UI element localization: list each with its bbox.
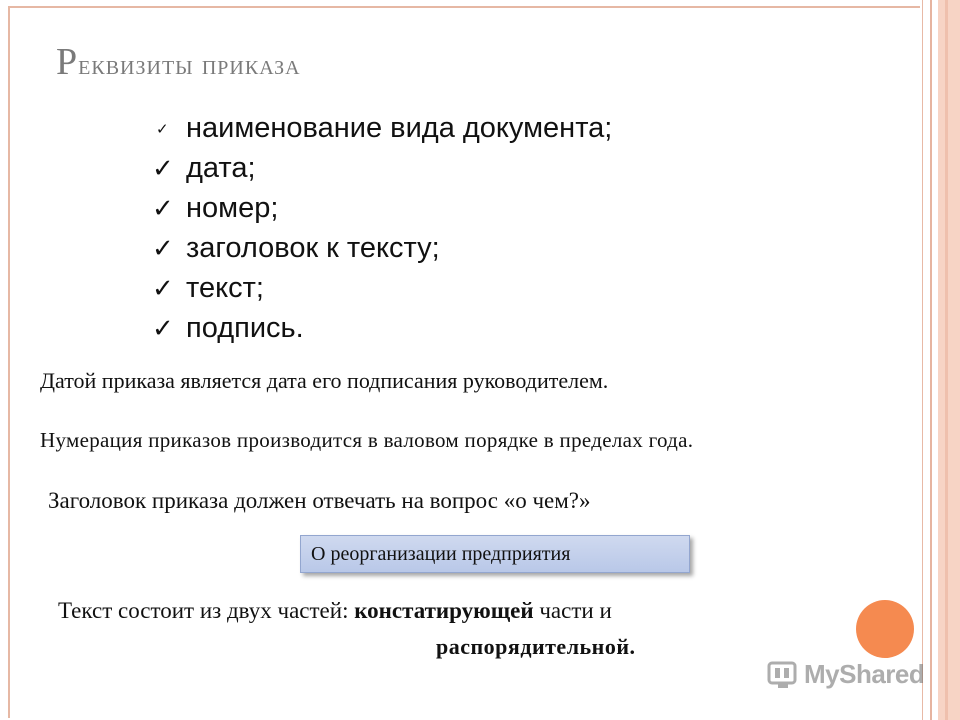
text-parts-bold-1: констатирующей	[354, 598, 534, 623]
checkmark-icon: ✓	[152, 193, 174, 223]
decor-stripe	[938, 0, 960, 720]
text-parts-bold-2: распорядительной.	[436, 634, 636, 659]
slide-title	[56, 40, 301, 84]
title-initial: Р	[56, 41, 79, 83]
list-item-label: заголовок к тексту;	[186, 232, 440, 264]
watermark	[766, 656, 924, 692]
numbering-paragraph: Нумерация приказов производится в валовом порядке в пределах года.	[40, 428, 694, 452]
heading-paragraph: Заголовок приказа должен отвечать на вопрос «о чем?»	[48, 488, 591, 513]
text-parts-paragraph	[58, 598, 612, 624]
checkmark-icon: ✓	[156, 121, 169, 138]
example-heading-box: О реорганизации предприятия	[300, 535, 690, 573]
decor-stripe	[930, 0, 932, 720]
list-item-label: наименование вида документа;	[186, 112, 613, 144]
list-item-label: номер;	[186, 192, 279, 224]
decor-circle	[856, 600, 914, 658]
myshared-logo-icon	[766, 657, 800, 691]
title-rest: еквизиты приказа	[78, 49, 301, 81]
text-parts-middle: части и	[533, 598, 612, 623]
list-item-label: дата;	[186, 152, 256, 184]
watermark-text: MyShared	[804, 658, 925, 689]
decor-stripe	[922, 0, 923, 720]
checkmark-icon: ✓	[152, 153, 174, 183]
list-item-label: подпись.	[186, 312, 304, 344]
checkmark-icon: ✓	[152, 273, 174, 303]
decor-stripe	[945, 0, 948, 720]
list-item-label: текст;	[186, 272, 264, 304]
date-paragraph: Датой приказа является дата его подписания руководителем.	[40, 368, 609, 393]
text-parts-prefix: Текст состоит из двух частей:	[58, 598, 355, 623]
checkmark-icon: ✓	[152, 233, 174, 263]
checkmark-icon: ✓	[152, 313, 174, 343]
